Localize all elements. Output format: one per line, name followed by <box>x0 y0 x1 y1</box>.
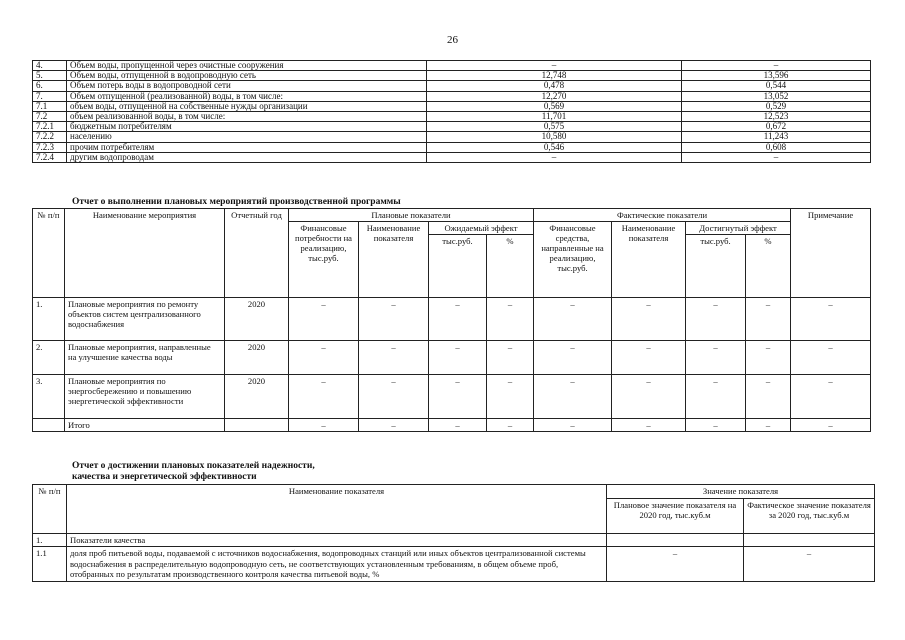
section-title-line-1: Отчет о достижении плановых показателей надежности, <box>72 461 315 471</box>
total-cell: – <box>791 419 871 432</box>
row-cell: – <box>429 298 487 341</box>
header-report-year: Отчетный год <box>225 209 289 298</box>
header-row <box>33 485 875 499</box>
row-number: 7.2 <box>33 111 67 121</box>
row-cell: – <box>612 298 686 341</box>
header-actual-value: Фактическое значение показателя за 2020 год, тыс.куб.м <box>744 498 875 533</box>
row-value-1: 0,546 <box>427 142 682 152</box>
page-number: 26 <box>447 34 458 46</box>
row-cell: – <box>791 298 871 341</box>
row-cell: – <box>289 375 359 419</box>
header-indicator-name-actual: Наименование показателя <box>612 222 686 298</box>
row-cell: – <box>791 375 871 419</box>
row-indicator-name: Показатели качества <box>67 533 607 547</box>
row-number: 3. <box>33 375 65 419</box>
row-name: прочим потребителям <box>67 142 427 152</box>
header-percent-actual: % <box>746 235 791 298</box>
header-num: № п/п <box>33 209 65 298</box>
row-cell: – <box>359 375 429 419</box>
row-planned-value <box>607 533 744 547</box>
header-fin-needs: Финансовые потребности на реализацию, тыс.руб. <box>289 222 359 298</box>
row-activity-name: Плановые мероприятия по энергосбережению и повышению энергетической эффективности <box>65 375 225 419</box>
row-value-1: – <box>427 61 682 71</box>
header-achieved-effect: Достигнутый эффект <box>686 222 791 235</box>
row-actual-value <box>744 533 875 547</box>
row-cell: – <box>746 341 791 375</box>
row-cell: – <box>534 298 612 341</box>
water-volume-table <box>32 60 871 163</box>
total-cell: – <box>534 419 612 432</box>
row-cell: – <box>612 341 686 375</box>
row-number: 7.1 <box>33 101 67 111</box>
row-number: 5. <box>33 71 67 81</box>
total-cell: – <box>686 419 746 432</box>
header-planned-value: Плановое значение показателя на 2020 год, тыс.куб.м <box>607 498 744 533</box>
row-cell: – <box>289 341 359 375</box>
row-value-2: – <box>682 61 871 71</box>
header-thous-rub-actual: тыс.руб. <box>686 235 746 298</box>
table-row <box>33 122 871 132</box>
row-value-1: 0,478 <box>427 81 682 91</box>
section-title-line-2: качества и энергетической эффективности <box>72 472 257 482</box>
table-row <box>33 61 871 71</box>
header-note: Примечание <box>791 209 871 298</box>
row-value-1: – <box>427 152 682 162</box>
row-name: населению <box>67 132 427 142</box>
section-title-reliability-report <box>72 461 315 483</box>
row-number: 1. <box>33 298 65 341</box>
row-cell: – <box>487 298 534 341</box>
header-thous-rub-planned: тыс.руб. <box>429 235 487 298</box>
table-row <box>33 81 871 91</box>
row-activity-name: Плановые мероприятия, направленные на улучшение качества воды <box>65 341 225 375</box>
row-name: Объем воды, отпущенной в водопроводную сеть <box>67 71 427 81</box>
total-label: Итого <box>65 419 225 432</box>
row-actual-value: – <box>744 547 875 582</box>
row-name: Объем отпущенной (реализованной) воды, в том числе: <box>67 91 427 101</box>
header-percent-planned: % <box>487 235 534 298</box>
row-value-1: 0,575 <box>427 122 682 132</box>
row-value-1: 10,580 <box>427 132 682 142</box>
row-number: 4. <box>33 61 67 71</box>
header-indicator-value: Значение показателя <box>607 485 875 499</box>
program-activities-table <box>32 208 871 432</box>
total-row <box>33 419 871 432</box>
row-number: 1. <box>33 533 67 547</box>
row-number: 7.2.1 <box>33 122 67 132</box>
row-value-2: 0,672 <box>682 122 871 132</box>
table-row <box>33 341 871 375</box>
table-row <box>33 375 871 419</box>
header-indicator-name: Наименование показателя <box>67 485 607 534</box>
header-indicator-name-planned: Наименование показателя <box>359 222 429 298</box>
row-cell: – <box>612 375 686 419</box>
row-cell: – <box>791 341 871 375</box>
section-title-program-report: Отчет о выполнении плановых мероприятий производственной программы <box>72 197 401 207</box>
row-name: объем воды, отпущенной на собственные нужды организации <box>67 101 427 111</box>
row-cell: – <box>359 298 429 341</box>
row-number: 6. <box>33 81 67 91</box>
table-row <box>33 132 871 142</box>
row-value-2: 13,596 <box>682 71 871 81</box>
row-value-2: 0,544 <box>682 81 871 91</box>
row-cell: – <box>746 375 791 419</box>
row-year: 2020 <box>225 375 289 419</box>
row-name: Объем воды, пропущенной через очистные сооружения <box>67 61 427 71</box>
table-row <box>33 111 871 121</box>
row-cell: – <box>534 375 612 419</box>
header-planned-indicators: Плановые показатели <box>289 209 534 222</box>
row-number: 7.2.4 <box>33 152 67 162</box>
header-actual-indicators: Фактические показатели <box>534 209 791 222</box>
table-row <box>33 91 871 101</box>
row-value-2: 11,243 <box>682 132 871 142</box>
header-row <box>33 209 871 222</box>
row-activity-name: Плановые мероприятия по ремонту объектов систем централизованного водоснабжения <box>65 298 225 341</box>
row-value-2: 13,052 <box>682 91 871 101</box>
total-cell: – <box>612 419 686 432</box>
header-activity-name: Наименование мероприятия <box>65 209 225 298</box>
row-cell: – <box>686 298 746 341</box>
row-name: Объем потерь воды в водопроводной сети <box>67 81 427 91</box>
row-planned-value: – <box>607 547 744 582</box>
row-value-2: 12,523 <box>682 111 871 121</box>
row-value-1: 0,569 <box>427 101 682 111</box>
row-cell: – <box>686 375 746 419</box>
row-number: 7.2.3 <box>33 142 67 152</box>
row-cell: – <box>746 298 791 341</box>
row-number: 1.1 <box>33 547 67 582</box>
table-row <box>33 101 871 111</box>
row-number: 7.2.2 <box>33 132 67 142</box>
total-cell: – <box>359 419 429 432</box>
table-row <box>33 298 871 341</box>
row-year: 2020 <box>225 298 289 341</box>
row-cell: – <box>359 341 429 375</box>
table-row <box>33 142 871 152</box>
row-year: 2020 <box>225 341 289 375</box>
row-cell: – <box>289 298 359 341</box>
table-row <box>33 547 875 582</box>
row-name: бюджетным потребителям <box>67 122 427 132</box>
row-indicator-name: доля проб питьевой воды, подаваемой с источников водоснабжения, водопроводных станций или иных объектов централизованной системы водоснабжения в распределительную водопроводную сеть, не соответствующих установленным требованиям, в общем объеме проб, отобранных по результатам производственного контроля качества питьевой воды, % <box>67 547 607 582</box>
row-cell: – <box>487 341 534 375</box>
row-number: 7. <box>33 91 67 101</box>
header-num: № п/п <box>33 485 67 534</box>
row-name: объем реализованной воды, в том числе: <box>67 111 427 121</box>
row-cell: – <box>487 375 534 419</box>
row-number: 2. <box>33 341 65 375</box>
row-name: другим водопроводам <box>67 152 427 162</box>
row-cell: – <box>429 375 487 419</box>
header-expected-effect: Ожидаемый эффект <box>429 222 534 235</box>
table-row <box>33 533 875 547</box>
row-cell: – <box>429 341 487 375</box>
header-fin-directed: Финансовые средства, направленные на реализацию, тыс.руб. <box>534 222 612 298</box>
row-value-2: 0,608 <box>682 142 871 152</box>
total-cell: – <box>429 419 487 432</box>
reliability-indicators-table <box>32 484 875 582</box>
row-cell: – <box>534 341 612 375</box>
total-cell: – <box>487 419 534 432</box>
row-value-1: 11,701 <box>427 111 682 121</box>
table-row <box>33 71 871 81</box>
total-cell: – <box>746 419 791 432</box>
row-value-2: – <box>682 152 871 162</box>
row-value-2: 0,529 <box>682 101 871 111</box>
row-value-1: 12,748 <box>427 71 682 81</box>
row-cell: – <box>686 341 746 375</box>
table-row <box>33 152 871 162</box>
total-cell: – <box>289 419 359 432</box>
row-value-1: 12,270 <box>427 91 682 101</box>
